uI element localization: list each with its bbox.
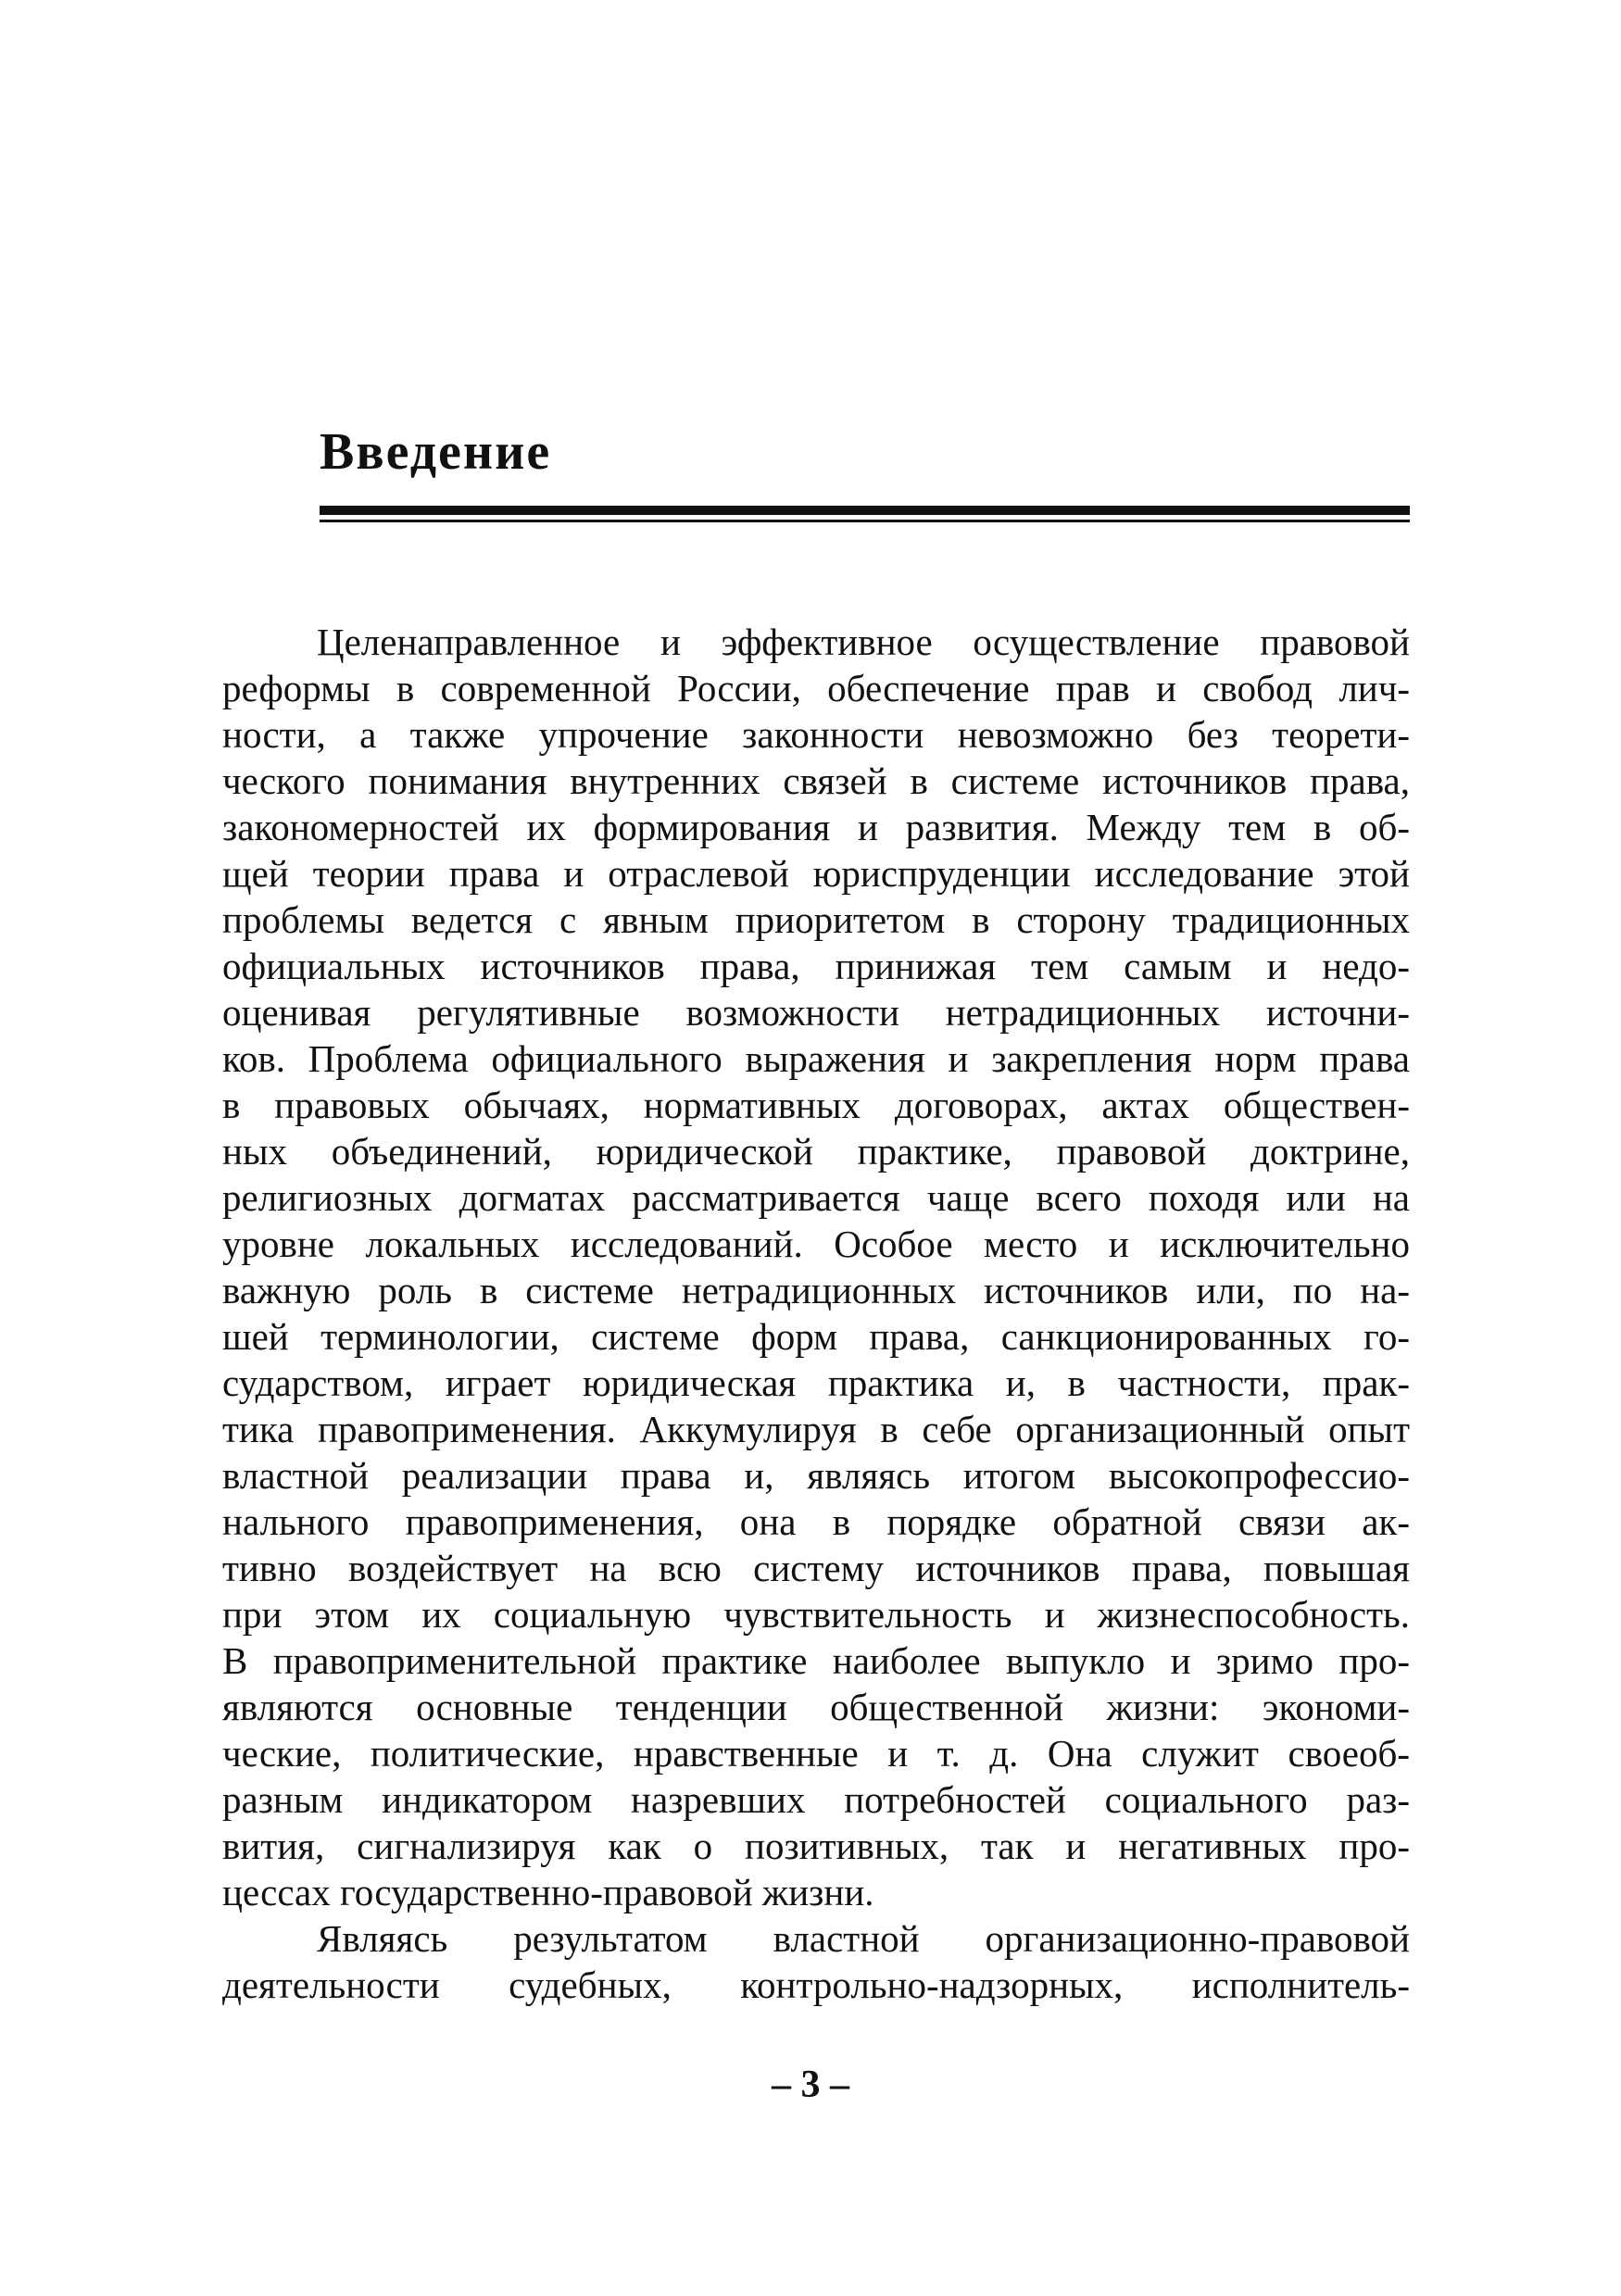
heading-rule-thick	[320, 506, 1410, 515]
text-line: важную роль в системе нетрадиционных источников или, по на-	[222, 1269, 1410, 1311]
text-line: вития, сигнализируя как о позитивных, так и негативных про-	[222, 1825, 1410, 1867]
text-line: ческого понимания внутренних связей в системе источников права,	[222, 759, 1410, 802]
text-line: деятельности судебных, контрольно-надзорных, исполнитель-	[222, 1964, 1410, 2006]
text-line: при этом их социальную чувствительность и жизнеспособность.	[222, 1593, 1410, 1636]
text-line: тика правоприменения. Аккумулируя в себе организационный опыт	[222, 1408, 1410, 1450]
text-line: разным индикатором назревших потребностей социального раз-	[222, 1778, 1410, 1821]
heading-rule-thin	[320, 520, 1410, 522]
page-number: – 3 –	[772, 2064, 849, 2106]
text-line: шей терминологии, системе форм права, санкционированных го-	[222, 1315, 1410, 1358]
text-line: нального правоприменения, она в порядке обратной связи ак-	[222, 1500, 1410, 1543]
text-line: ных объединений, юридической практике, правовой доктрине,	[222, 1130, 1410, 1173]
text-line: цессах государственно-правовой жизни.	[222, 1871, 874, 1913]
body-text	[222, 619, 1410, 2008]
text-line: Целенаправленное и эффективное осуществление правовой	[317, 621, 1410, 663]
text-line: в правовых обычаях, нормативных договорах, актах обществен-	[222, 1084, 1410, 1126]
paragraph-2	[222, 1915, 1410, 2008]
text-line: властной реализации права и, являясь итогом высокопрофессио-	[222, 1454, 1410, 1497]
text-line: сударством, играет юридическая практика и, в частности, прак-	[222, 1361, 1410, 1404]
paragraph-1	[222, 619, 1410, 1915]
text-line: ности, а также упрочение законности невозможно без теорети-	[222, 713, 1410, 756]
text-line: оценивая регулятивные возможности нетрадиционных источни-	[222, 991, 1410, 1034]
text-line: закономерностей их формирования и развития. Между тем в об-	[222, 806, 1410, 848]
text-line: щей теории права и отраслевой юриспруденции исследование этой	[222, 852, 1410, 895]
text-line: официальных источников права, принижая тем самым и недо-	[222, 945, 1410, 987]
text-line: реформы в современной России, обеспечение прав и свобод лич-	[222, 667, 1410, 709]
text-line: ческие, политические, нравственные и т. д. Она служит своеоб-	[222, 1732, 1410, 1775]
text-line: ков. Проблема официального выражения и закрепления норм права	[222, 1037, 1410, 1080]
text-line: В правоприменительной практике наиболее выпукло и зримо про-	[222, 1639, 1410, 1682]
text-line: Являясь результатом властной организационно-правовой	[317, 1917, 1410, 1960]
text-line: являются основные тенденции общественной жизни: экономи-	[222, 1686, 1410, 1728]
section-heading: Введение	[320, 423, 552, 481]
text-line: тивно воздействует на всю систему источников права, повышая	[222, 1547, 1410, 1589]
text-line: проблемы ведется с явным приоритетом в сторону традиционных	[222, 898, 1410, 941]
text-line: уровне локальных исследований. Особое место и исключительно	[222, 1223, 1410, 1265]
text-line: религиозных догматах рассматривается чаще всего походя или на	[222, 1176, 1410, 1219]
